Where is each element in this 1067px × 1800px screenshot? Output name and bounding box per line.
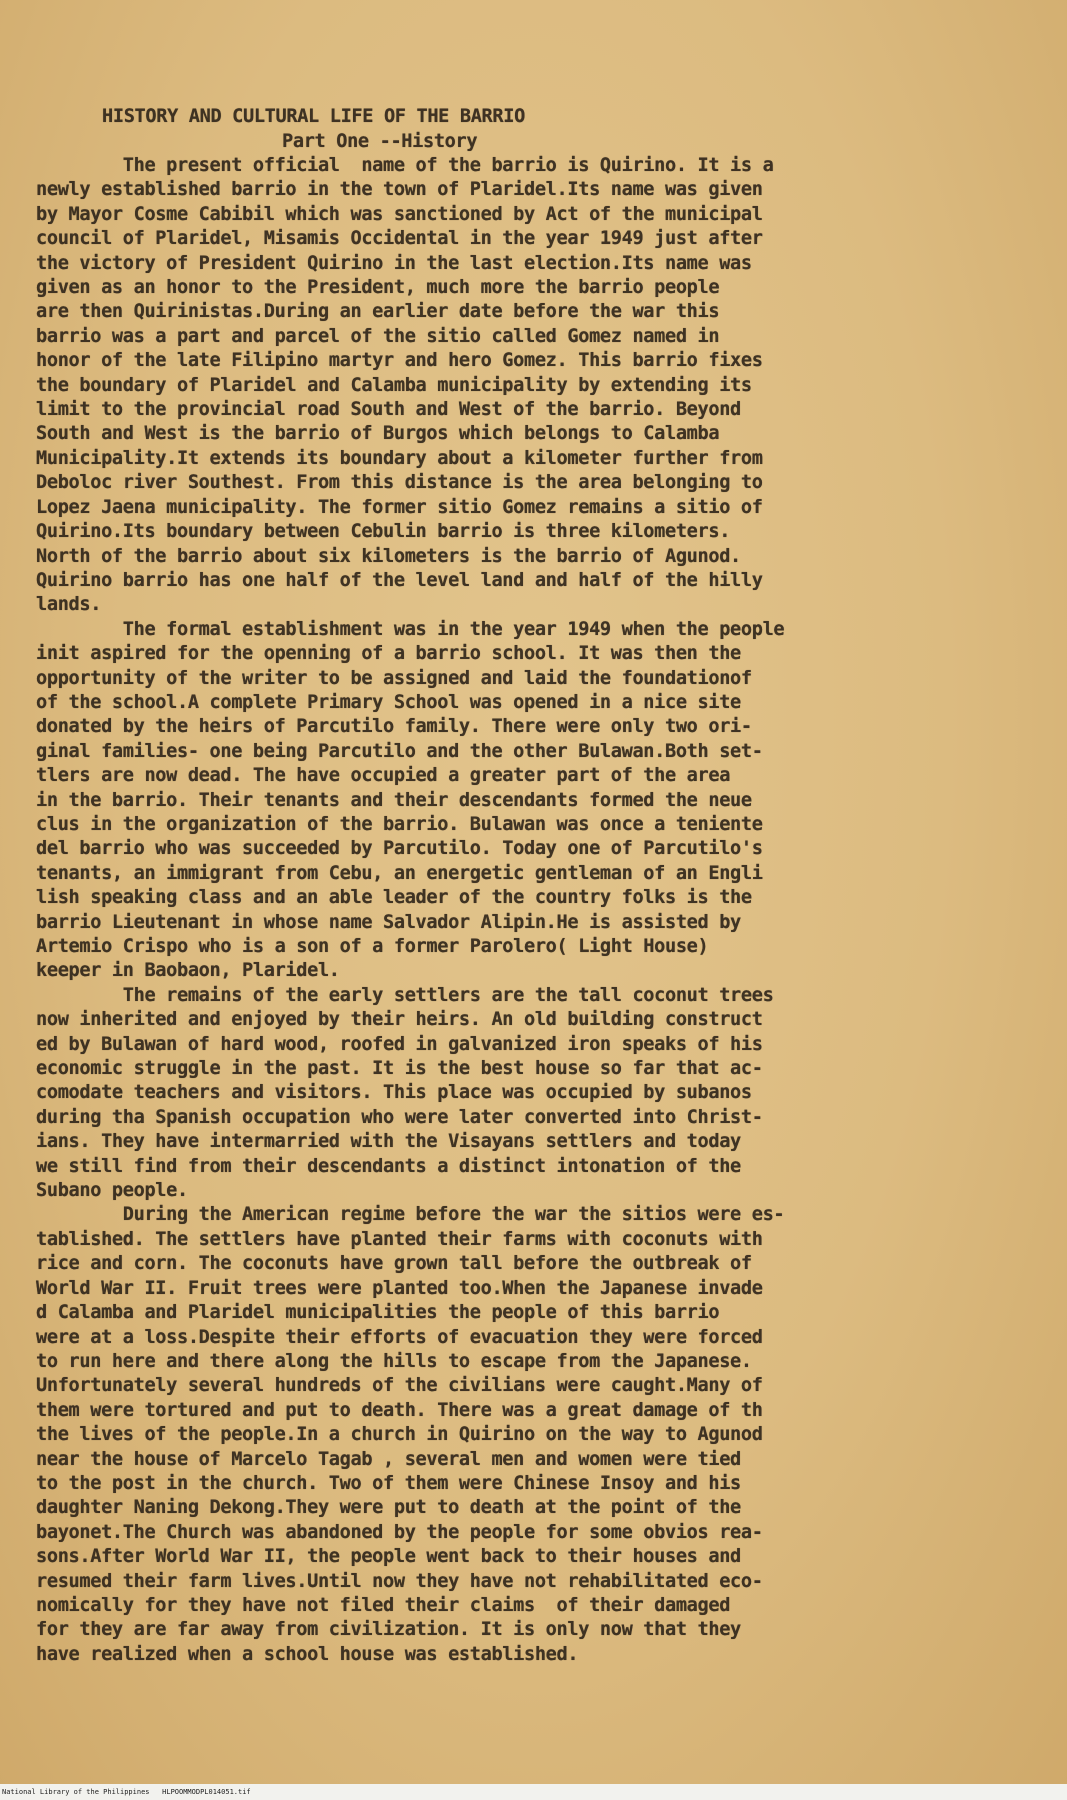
paragraph-2: The formal establishment was in the year 1949 when the people init aspired for the openning of a barrio school. It was then the opportunity of the writer to be assigned and laid the foundationof of the school.A complete Primary School was opened in a nice site donated by the heirs of Parcutilo family. There were only two ori- ginal families- one being Parcutilo and the other Bulawan.Both set- tlers are now dead. The have occupied a greater part of the area in the barrio. Their tenants and their descendants formed the neue clus in the organization of the barrio. Bulawan was once a teniente del barrio who was succeeded by Parcutilo. Today one of Parcutilo's tenants, an immigrant from Cebu, an energetic gentleman of an Engli lish speaking class and an able leader of the country folks is the barrio Lieutenant in whose name Salvador Alipin.He is assisted by Artemio Crispo who is a son of a former Parolero( Light House) keeper in Baobaon, Plaridel. — [36, 618, 785, 982]
paragraph-3: The remains of the early settlers are the tall coconut trees now inherited and enjoyed by their heirs. An old building construct ed by Bulawan of hard wood, roofed in galvanized iron speaks of his economic struggle in the past. It is the best house so far that ac- comodate teachers and visitors. This place was occupied by subanos during tha Spanish occupation who were later converted into Christ- ians. They have intermarried with the Visayans settlers and today we still find from their descendants a distinct intonation of the Subano people. — [36, 984, 774, 1202]
document-subtitle: Part One --History — [282, 131, 478, 152]
archive-footer: National Library of the Philippines HLPOOMMODPL014051.tif — [0, 1784, 1067, 1800]
paragraph-1: The present official name of the barrio is Quirino. It is a newly established barrio in the town of Plaridel.Its name was given by Mayor Cosme Cabibil which was sanctioned by Act of the municipal council of Plaridel, Misamis Occidental in the year 1949 just after the victory of President Quirino in the last election.Its name was given as an honor to the President, much more the barrio people are then Quirinistas.During an earlier date before the war this barrio was a part and parcel of the sitio called Gomez named in honor of the late Filipino martyr and hero Gomez. This barrio fixes the boundary of Plaridel and Calamba municipality by extending its limit to the provincial road South and West of the barrio. Beyond South and West is the barrio of Burgos which belongs to Calamba Municipality.It extends its boundary about a kilometer further from Deboloc river Southest. From this distance is the area belonging to Lopez Jaena municipality. The former sitio Gomez remains a sitio of Quirino.Its boundary between Cebulin barrio is three kilometers. North of the barrio about six kilometers is the barrio of Agunod. Quirino barrio has one half of the level land and half of the hilly lands. — [36, 155, 774, 616]
document-body — [36, 154, 1036, 1667]
document-title: HISTORY AND CULTURAL LIFE OF THE BARRIO — [102, 106, 525, 127]
paragraph-4: During the American regime before the war the sitios were es- tablished. The settlers have planted their farms with coconuts with rice and corn. The coconuts have grown tall before the outbreak of World War II. Fruit trees were planted too.When the Japanese invade d Calamba and Plaridel municipalities the people of this barrio were at a loss.Despite their efforts of evacuation they were forced to run here and there along the hills to escape from the Japanese. Unfortunately several hundreds of the civilians were caught.Many of them were tortured and put to death. There was a great damage of th the lives of the people.In a church in Quirino on the way to Agunod near the house of Marcelo Tagab , several men and women were tied to the post in the church. Two of them were Chinese Insoy and his daughter Naning Dekong.They were put to death at the point of the bayonet.The Church was abandoned by the people for some obvios rea- sons.After World War II, the people went back to their houses and resumed their farm lives.Until now they have not rehabilitated eco- nomically for they have not filed their claims of their damaged for they are far away from civilization. It is only now that they have realized when a school house was established. — [36, 1204, 785, 1665]
